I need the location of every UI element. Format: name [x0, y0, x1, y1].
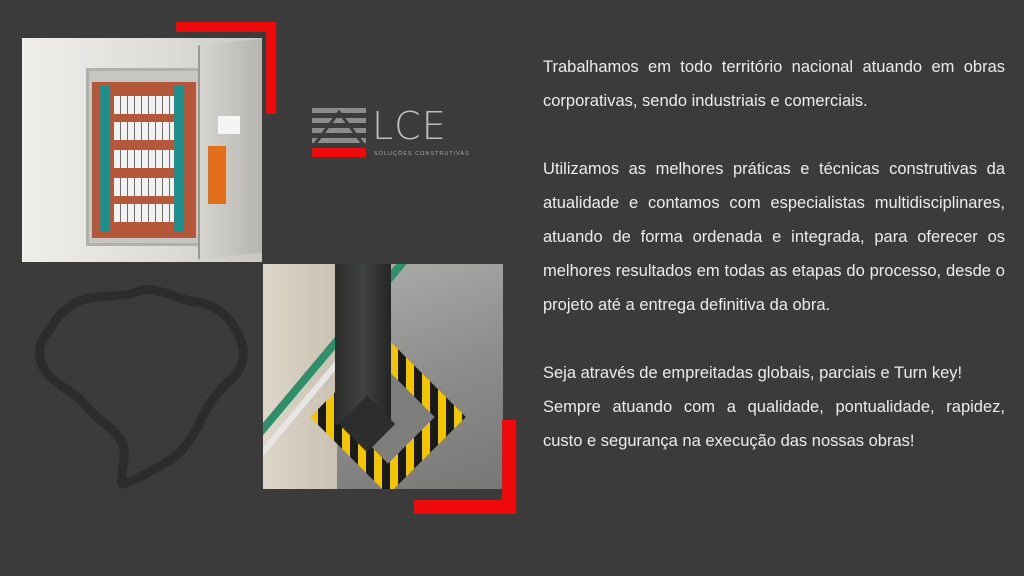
breaker-row: [114, 204, 174, 222]
red-corner-accent-bottom: [414, 420, 516, 514]
din-rail-left: [100, 86, 110, 232]
door-sticker: [218, 116, 240, 134]
paragraph-contracts: Seja através de empreitadas globais, parciais e Turn key!: [543, 364, 963, 382]
electrical-panel-photo: [22, 38, 262, 262]
logo-mark-icon: [312, 108, 366, 158]
din-rail-right: [174, 86, 184, 232]
logo-subtitle: SOLUÇÕES CONSTRUTIVAS: [374, 151, 470, 157]
paragraph-practices: Utilizamos as melhores práticas e técnicas construtivas da atualidade e contamos com especialistas multidisciplinares, atuando de forma ordenada e integrada, para oferecer os melhores resultados em todas as etapas do processo, desde o projeto até a entrega definitiva da obra.: [543, 160, 1005, 314]
breaker-row: [114, 178, 174, 196]
breaker-row: [114, 150, 174, 168]
company-logo: [312, 104, 472, 162]
breaker-row: [114, 122, 174, 140]
paragraph-coverage: Trabalhamos em todo território nacional atuando em obras corporativas, sendo industriais e comerciais.: [543, 58, 1005, 110]
description-text: [543, 50, 1005, 458]
paragraph-quality: Sempre atuando com a qualidade, pontualidade, rapidez, custo e segurança na execução das nossas obras!: [543, 398, 1005, 450]
door-pocket: [208, 146, 226, 204]
breaker-row: [114, 96, 174, 114]
logo-text: LCE: [372, 104, 447, 148]
brazil-map-icon: [26, 270, 256, 490]
